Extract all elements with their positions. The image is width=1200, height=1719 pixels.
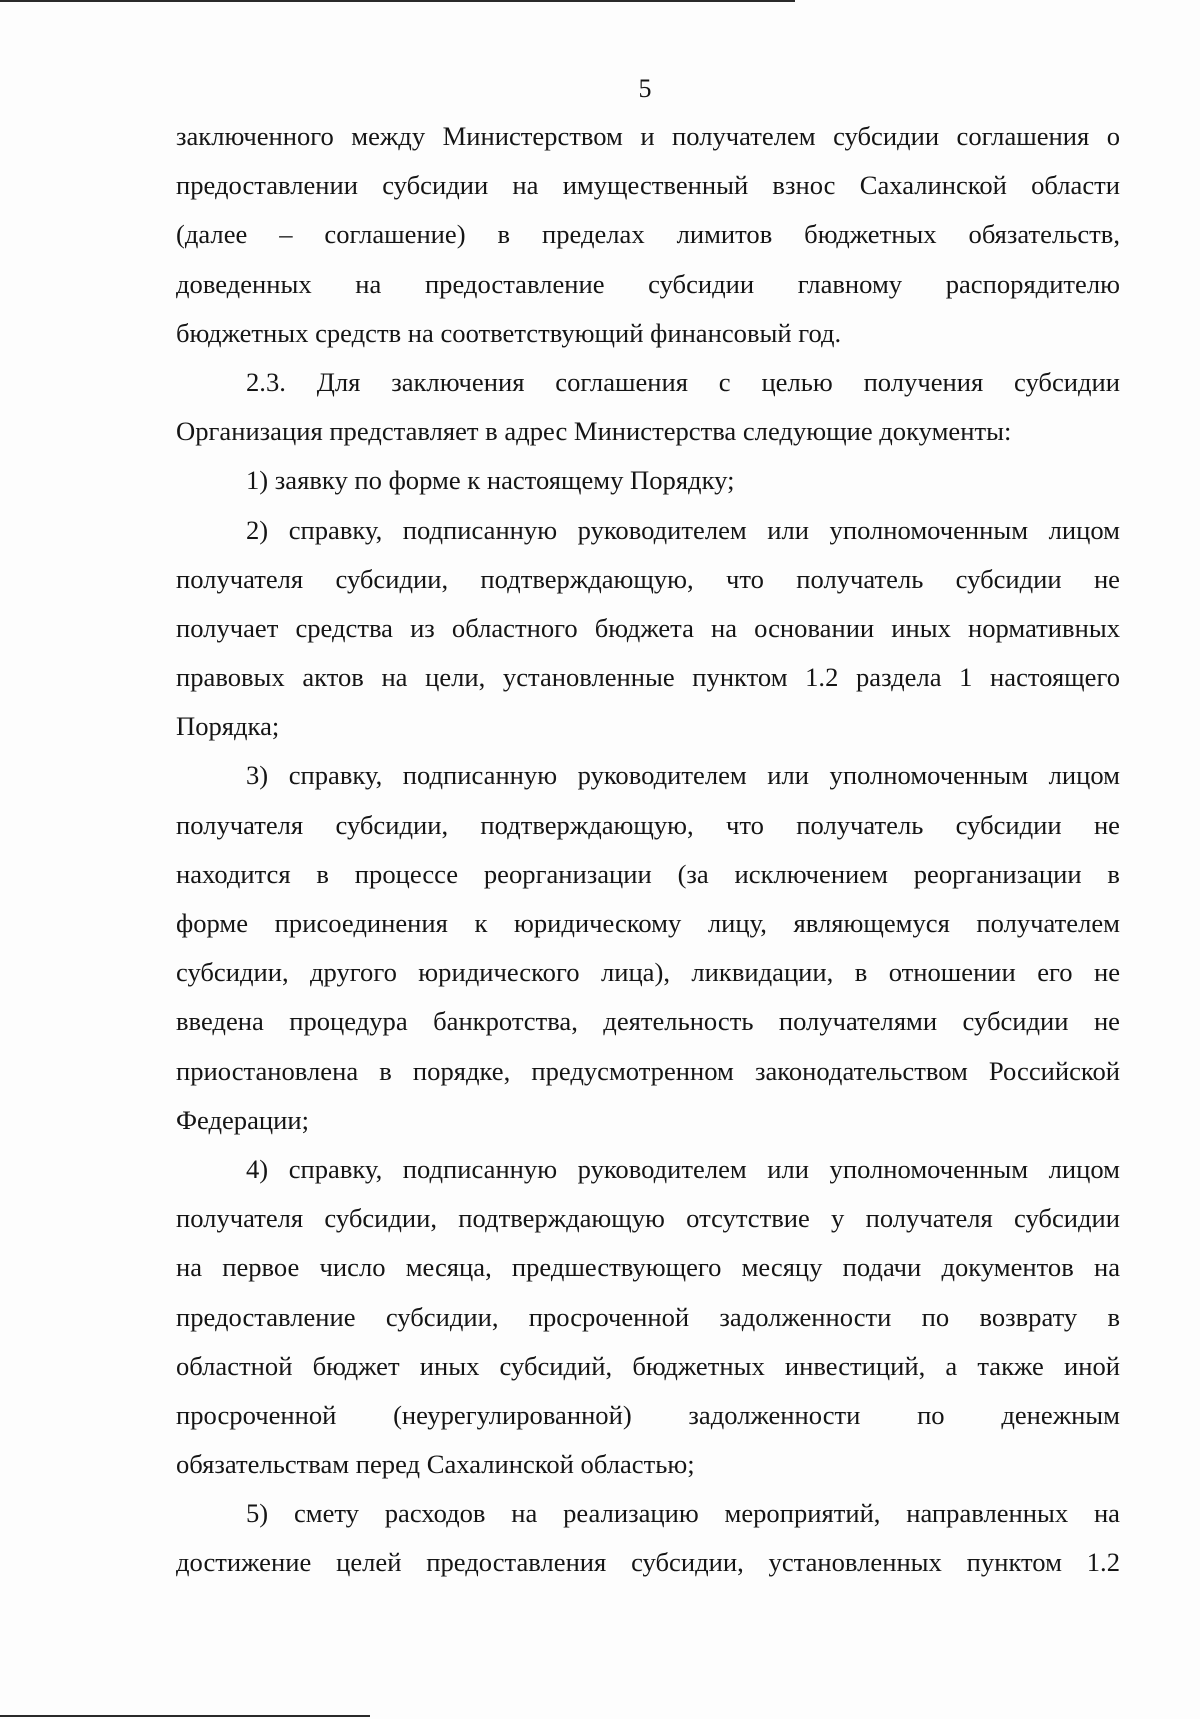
text-line: получателя субсидии, подтверждающую, что получатель субсидии не	[176, 563, 1120, 594]
text-line: Организация представляет в адрес Министерства следующие документы:	[176, 416, 1012, 447]
text-line: получателя субсидии, подтверждающую отсутствие у получателя субсидии	[176, 1203, 1120, 1234]
text-line: предоставлении субсидии на имущественный взнос Сахалинской области	[176, 170, 1120, 201]
text-line: (далее – соглашение) в пределах лимитов бюджетных обязательств,	[176, 219, 1120, 250]
text-line: форме присоединения к юридическому лицу, являющемуся получателем	[176, 908, 1120, 938]
text-line: предоставление субсидии, просроченной задолженности по возврату в	[176, 1301, 1120, 1332]
scan-edge-line-top	[0, 0, 795, 2]
text-line: заключенного между Министерством и получателем субсидии соглашения о	[176, 121, 1120, 151]
text-line: достижение целей предоставления субсидии, установленных пунктом 1.2	[176, 1547, 1120, 1578]
text-line: просроченной (неурегулированной) задолженности по денежным	[176, 1399, 1120, 1430]
text-line: Федерации;	[176, 1104, 309, 1135]
text-line: на первое число месяца, предшествующего месяцу подачи документов на	[176, 1252, 1120, 1283]
text-line: 2.3. Для заключения соглашения с целью получения субсидии	[246, 366, 1120, 397]
text-line: Порядка;	[176, 711, 280, 742]
text-line: областной бюджет иных субсидий, бюджетных инвестиций, а также иной	[176, 1350, 1120, 1381]
text-line: приостановлена в порядке, предусмотренном законодательством Российской	[176, 1055, 1120, 1086]
text-line: находится в процессе реорганизации (за исключением реорганизации в	[176, 858, 1120, 889]
page-number: 5	[638, 74, 652, 103]
text-line: 5) смету расходов на реализацию мероприятий, направленных на	[246, 1498, 1120, 1529]
text-line: обязательствам перед Сахалинской областью;	[176, 1449, 695, 1480]
text-line: доведенных на предоставление субсидии главному распорядителю	[176, 268, 1120, 299]
text-line: 2) справку, подписанную руководителем или уполномоченным лицом	[246, 514, 1120, 545]
text-line: правовых актов на цели, установленные пунктом 1.2 раздела 1 настоящего	[176, 662, 1120, 693]
scan-edge-line-bottom	[0, 1715, 370, 1717]
text-line: 1) заявку по форме к настоящему Порядку;	[246, 465, 735, 496]
text-line: получает средства из областного бюджета на основании иных нормативных	[176, 612, 1120, 643]
text-line: 4) справку, подписанную руководителем или уполномоченным лицом	[246, 1153, 1120, 1184]
text-line: бюджетных средств на соответствующий финансовый год.	[176, 317, 842, 348]
text-line: получателя субсидии, подтверждающую, что получатель субсидии не	[176, 809, 1120, 840]
text-line: субсидии, другого юридического лица), ликвидации, в отношении его не	[176, 957, 1120, 988]
text-line: 3) справку, подписанную руководителем или уполномоченным лицом	[246, 760, 1120, 791]
document-body	[176, 112, 1120, 1588]
text-line: введена процедура банкротства, деятельность получателями субсидии не	[176, 1006, 1120, 1037]
